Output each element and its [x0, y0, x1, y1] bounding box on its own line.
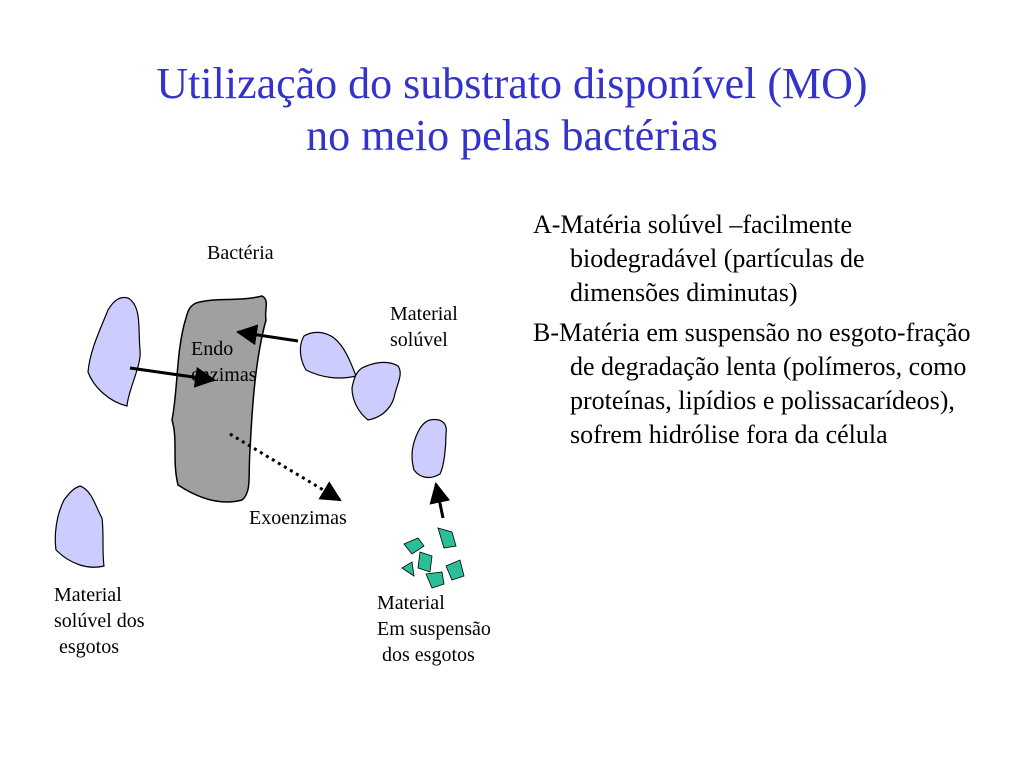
label-material-soluble-line-2: solúvel [390, 329, 448, 351]
suspended-particles [402, 528, 464, 588]
suspended-particle [418, 552, 432, 572]
arrow-suspended-to-soluble [436, 484, 443, 518]
label-suspended-sewage-line-1: Material [377, 592, 445, 614]
suspended-particle [402, 562, 414, 576]
soluble-particle-right-2 [352, 362, 400, 420]
suspended-particle [438, 528, 456, 548]
label-endo-line-1: Endo [191, 338, 234, 360]
soluble-particle-left [88, 298, 140, 407]
label-material-soluble-line-1: Material [390, 303, 458, 325]
bacterium-cell [172, 296, 266, 502]
label-soluble-sewage [54, 582, 145, 660]
label-soluble-sewage-line-3: esgotos [54, 636, 119, 658]
soluble-particle-right-1 [300, 332, 356, 378]
label-suspended-sewage-line-2: Em suspensão [377, 618, 491, 640]
label-soluble-sewage-line-1: Material [54, 584, 122, 606]
label-suspended-sewage [377, 590, 491, 668]
label-suspended-sewage-line-3: dos esgotos [377, 644, 475, 666]
notes-panel [533, 208, 973, 458]
title-line-1: Utilização do substrato disponível (MO) [156, 59, 868, 108]
note-a: A-Matéria solúvel –facilmente biodegradável (partículas de dimensões diminutas) [533, 210, 865, 307]
suspended-particle [426, 572, 444, 588]
suspended-particle [446, 560, 464, 580]
suspended-particle [404, 538, 424, 554]
label-material-soluble [390, 301, 458, 353]
soluble-particle-bottom-left [55, 486, 104, 567]
label-endo-enzymes [191, 336, 257, 388]
label-soluble-sewage-line-2: solúvel dos [54, 610, 145, 632]
label-exoenzymes: Exoenzimas [249, 507, 347, 529]
soluble-particle-right-3 [412, 420, 446, 478]
label-endo-line-2: enzimas [191, 364, 257, 386]
note-b: B-Matéria em suspensão no esgoto-fração de degradação lenta (polímeros, como proteínas, lipídios e polissacarídeos), sofrem hidrólise fora da célula [533, 318, 971, 449]
title-line-2: no meio pelas bactérias [306, 111, 718, 160]
label-bacteria: Bactéria [207, 242, 274, 264]
